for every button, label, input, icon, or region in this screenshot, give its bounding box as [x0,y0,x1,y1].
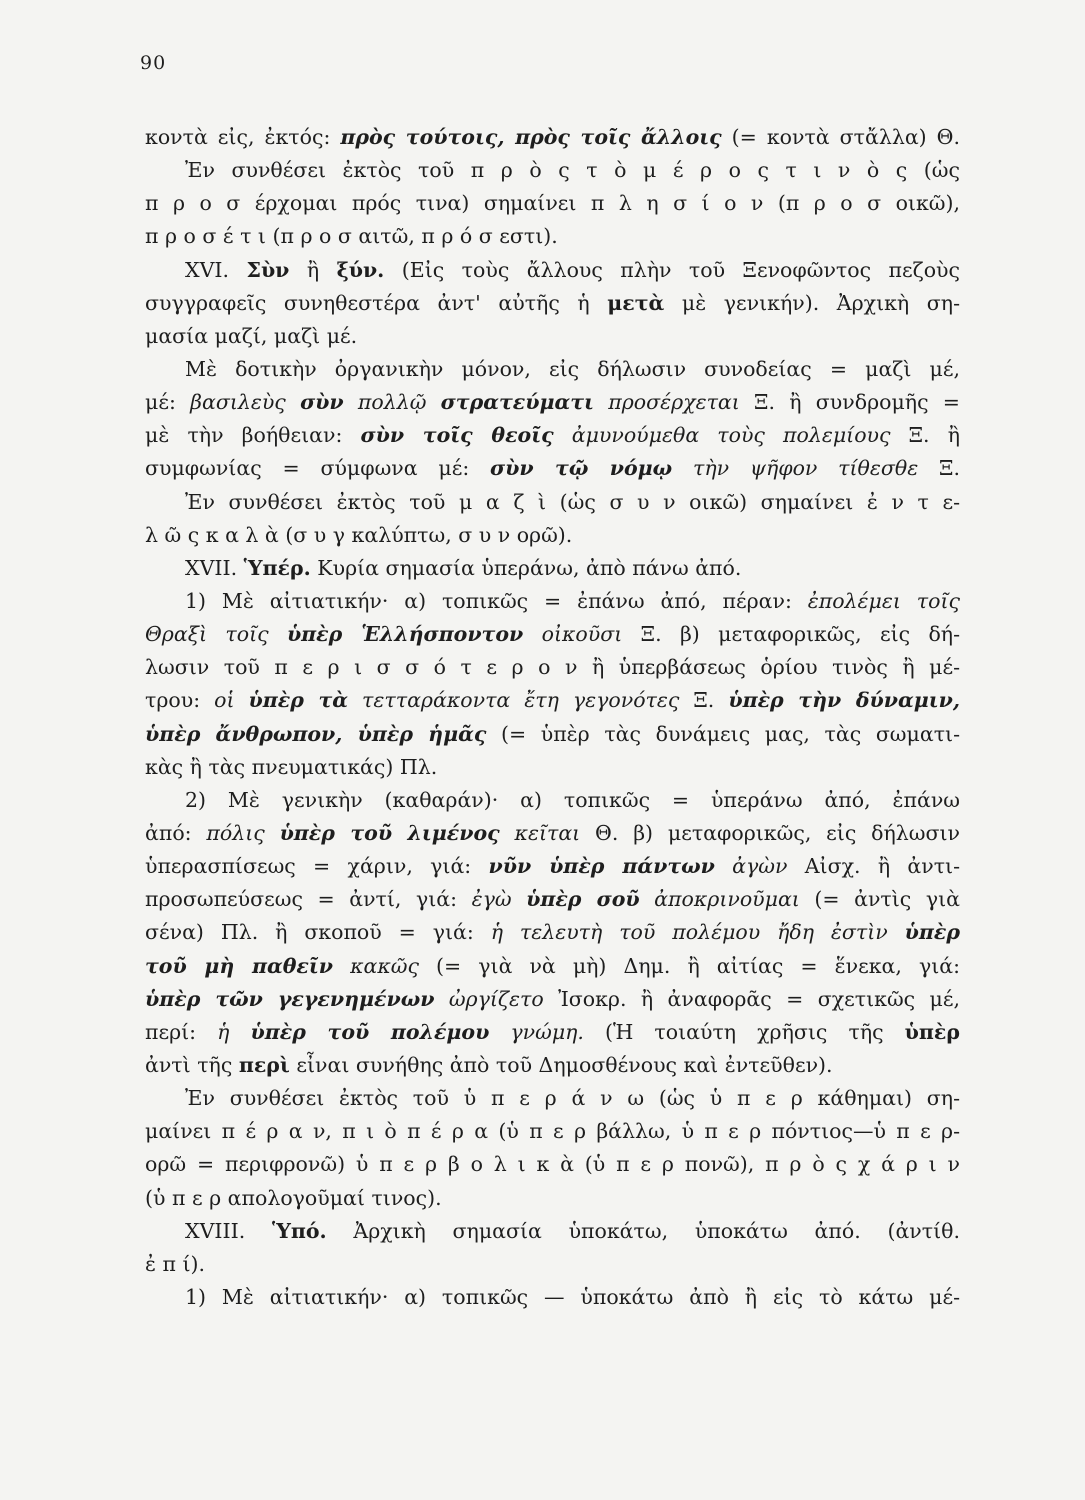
text-segment: λωσιν τοῦ π ε ρ ι σ σ ό τ ε ρ ο ν ἢ ὑπερβάσεως ὁρίου τινὸς ἢ μέ- [145,655,960,680]
text-segment: ἐ π ί). [145,1251,206,1276]
text-segment: ὑπὲρ τοῦ λιμένος [279,820,500,845]
text-segment: XVIII. [185,1218,272,1243]
text-segment: Ἐν συνθέσει ἐκτὸς τοῦ ὑ π ε ρ ά ν ω (ὡς ὑ π ε ρ κάθημαι) ση- [185,1086,960,1111]
text-segment: ὑπὲρ τὰ [248,688,349,713]
text-segment: οἰκοῦσι [523,622,623,647]
text-segment: Ξ. ἢ συνδρομῆς = [739,390,960,415]
text-line [145,1215,960,1248]
text-line [145,950,960,983]
text-segment: στρατεύματι [440,390,594,415]
text-line [145,817,960,850]
text-segment: κεῖται [499,820,581,845]
text-segment: πολλῷ [343,390,441,415]
text-segment: XVI. [185,257,247,282]
text-line [145,883,960,916]
text-line [145,452,960,485]
text-segment: Αἰσχ. ἢ ἀντι- [787,854,961,879]
text-segment: σὺν [300,390,344,415]
text-segment: Ἐν συνθέσει ἐκτὸς τοῦ μ α ζ ὶ (ὡς σ υ ν οικῶ) σημαίνει ἐ ν τ ε- [185,489,960,514]
text-segment: ἀποκρινοῦμαι [639,887,800,912]
text-segment: Ξ. [679,688,729,713]
text-segment: ὑπερασπίσεως = χάριν, γιά: [145,854,489,879]
text-segment: Ξ. β) μεταφορικῶς, εἰς δή- [622,622,960,647]
text-segment: γνώμη. [489,1019,584,1044]
text-segment: ἡ τελευτὴ τοῦ πολέμου ἤδη ἐστὶν [490,920,905,945]
text-segment: ὑπὲρ [904,1019,960,1044]
text-line [145,916,960,949]
text-segment: προσέρχεται [593,390,740,415]
text-segment: μασία μαζί, μαζὶ μέ. [145,323,358,348]
text-segment: ὑπὲρ σοῦ [526,887,640,912]
text-line [145,154,960,187]
text-segment: (ὑ π ε ρ απολογοῦμαί τινος). [145,1185,442,1210]
text-segment: μαίνει π έ ρ α ν, π ι ὸ π έ ρ α (ὑ π ε ρ βάλλω, ὑ π ε ρ πόντιος—ὑ π ε ρ- [145,1119,960,1144]
text-segment: (= ὑπὲρ τὰς δυνάμεις μας, τὰς σωματι- [486,721,960,746]
text-segment: σὺν τοῖς θεοῖς [360,423,554,448]
text-segment: (= κοντὰ στἄλλα) Θ. [721,125,960,149]
text-segment: Ἐν συνθέσει ἐκτὸς τοῦ π ρ ὸ ς τ ὸ μ έ ρ ο ς τ ι ν ὸ ς (ὡς [185,158,960,183]
text-line [145,121,960,154]
text-segment: ὑπὲρ τὴν δύναμιν, [728,688,961,713]
text-segment: περὶ [238,1052,290,1077]
text-segment: ἐγὼ [471,887,527,912]
text-segment: ἡ [217,1019,251,1044]
text-segment: Μὲ δοτικὴν ὀργανικὴν μόνον, εἰς δήλωσιν συνοδείας = μαζὶ μέ, [185,356,960,381]
text-segment: συγγραφεῖς συνηθεστέρα ἀντ' αὐτῆς ἡ [145,290,608,315]
text-segment: π ρ ο σ έρχομαι πρός τινα) σημαίνει π λ η σ ί ο ν (π ρ ο σ οικῶ), [145,191,960,216]
text-line [145,585,960,618]
text-segment: τὴν ψῆφον τίθεσθε [672,456,919,481]
text-segment: ἀπό: [145,820,207,845]
text-segment: Ὑπέρ. [243,555,311,580]
text-segment: ὑπὲρ Ἑλλήσποντον [286,622,524,647]
text-segment: ἀγὼν [714,854,788,879]
text-segment: ὠργίζετο [434,986,544,1011]
text-line [145,1148,960,1181]
text-segment: Θ. β) μεταφορικῶς, εἰς δήλωσιν [580,820,960,845]
text-segment: σένα) Πλ. ἢ σκοποῦ = γιά: [145,920,491,945]
text-segment: (Ἡ τοιαύτη χρῆσις τῆς [583,1019,905,1044]
text-segment: νῦν ὑπὲρ πάντων [488,854,715,879]
text-segment: μετὰ [607,290,665,315]
text-segment: Ἰσοκρ. ἢ ἀναφορᾶς = σχετικῶς μέ, [543,986,960,1011]
text-line [145,287,960,320]
text-line [145,353,960,386]
text-segment: λ ῶ ς κ α λ ὰ (σ υ γ καλύπτω, σ υ ν ορῶ). [145,522,573,547]
text-segment: σὺν τῷ νόμῳ [490,456,673,481]
text-segment: πόλις [206,820,280,845]
text-line [145,519,960,552]
text-segment: Ξ. ἢ [890,423,960,448]
text-segment: μὲ γενικήν). Ἀρχικὴ ση- [664,290,960,315]
text-segment: τετταράκοντα ἔτη γεγονότες [348,688,680,713]
text-line [145,684,960,717]
text-segment: ἀμυνούμεθα τοὺς πολεμίους [553,423,891,448]
text-segment: π ρ ο σ έ τ ι (π ρ ο σ αιτῶ, π ρ ό σ εστι). [145,224,558,249]
text-segment: XVII. [185,555,244,580]
text-line [145,386,960,419]
text-line [145,220,960,253]
text-segment: ἐπολέμει τοῖς [807,588,960,613]
text-segment: 2) Μὲ γενικὴν (καθαράν)· α) τοπικῶς = ὑπεράνω ἀπό, ἐπάνω [185,787,960,812]
text-line [145,254,960,287]
text-segment: τοῦ μὴ παθεῖν [145,953,334,978]
text-segment: Ἀρχικὴ σημασία ὑποκάτω, ὑποκάτω ἀπό. (ἀντίθ. [326,1218,960,1243]
text-line [145,751,960,784]
text-segment: οἱ [214,688,249,713]
text-segment: (= ἀντὶς γιὰ [799,887,960,912]
text-line [145,187,960,220]
text-segment: βασιλεὺς [190,390,301,415]
text-segment: 1) Μὲ αἰτιατικήν· α) τοπικῶς = ἐπάνω ἀπό, πέραν: [185,588,808,613]
text-segment: ορῶ = περιφρονῶ) ὑ π ε ρ β ο λ ι κ ὰ (ὑ π ε ρ πονῶ), π ρ ὸ ς χ ά ρ ι ν [145,1152,960,1177]
text-line [145,850,960,883]
text-segment: πρὸς τούτοις, πρὸς τοῖς ἄλλοις [340,125,722,149]
text-segment: μὲ τὴν βοήθειαν: [145,423,361,448]
text-segment: Σὺν [246,257,290,282]
text-line [145,419,960,452]
text-segment: συμφωνίας = σύμφωνα μέ: [145,456,491,481]
text-segment: ὑπὲρ ἄνθρωπον, ὑπὲρ ἡμᾶς [145,721,487,746]
text-segment: ξύν. [336,257,385,282]
text-segment: Ξ. [918,456,960,481]
page-body [145,121,960,1314]
text-line [145,1281,960,1314]
text-line [145,320,960,353]
text-line [145,1248,960,1281]
text-line [145,651,960,684]
text-segment: μέ: [145,390,191,415]
text-segment: (= γιὰ νὰ μὴ) Δημ. ἢ αἰτίας = ἕνεκα, γιά: [419,953,960,978]
text-segment: Κυρία σημασία ὑπεράνω, ἀπὸ πάνω ἀπό. [310,555,742,580]
page-number: 90 [140,52,167,74]
text-segment: κοντὰ εἰς, ἐκτός: [145,125,341,149]
text-line [145,718,960,751]
text-segment: 1) Μὲ αἰτιατικήν· α) τοπικῶς — ὑποκάτω ἀπὸ ἢ εἰς τὸ κάτω μέ- [185,1284,960,1309]
text-line [145,983,960,1016]
text-segment: ἀντὶ τῆς [145,1052,239,1077]
text-line [145,1115,960,1148]
text-line [145,784,960,817]
text-segment: προσωπεύσεως = ἀντί, γιά: [145,887,472,912]
text-segment: κὰς ἢ τὰς πνευματικάς) Πλ. [145,754,438,779]
text-line [145,552,960,585]
text-segment: Θραξὶ τοῖς [145,622,287,647]
text-segment: κακῶς [333,953,419,978]
text-line [145,1182,960,1215]
text-segment: (Εἰς τοὺς ἄλλους πλὴν τοῦ Ξενοφῶντος πεζοὺς [384,257,960,282]
text-line [145,1016,960,1049]
text-segment: ὑπὲρ τοῦ πολέμου [250,1019,490,1044]
text-segment: εἶναι συνήθης ἀπὸ τοῦ Δημοσθένους καὶ ἐντεῦθεν). [289,1052,833,1077]
text-segment: περί: [145,1019,218,1044]
text-segment: ἢ [289,257,337,282]
text-line [145,1049,960,1082]
text-segment: Ὑπό. [271,1218,327,1243]
text-segment: ὑπὲρ [904,920,960,945]
text-line [145,618,960,651]
text-line [145,1082,960,1115]
text-line [145,486,960,519]
text-segment: τρου: [145,688,215,713]
text-segment: ὑπὲρ τῶν γεγενημένων [145,986,435,1011]
